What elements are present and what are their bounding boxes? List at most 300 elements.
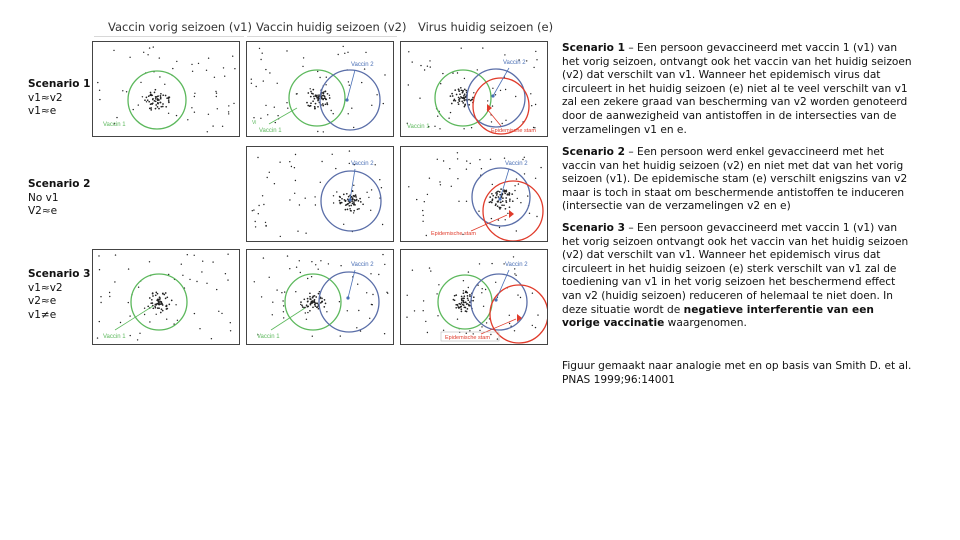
antibody-dot bbox=[168, 304, 170, 306]
antibody-dot bbox=[129, 57, 130, 58]
diagram-s3-e bbox=[401, 250, 547, 344]
panel-s1-v1 bbox=[92, 41, 240, 137]
antibody-dot bbox=[137, 339, 138, 340]
antibody-dot bbox=[419, 98, 420, 99]
antibody-dot bbox=[260, 118, 261, 119]
antibody-dot bbox=[458, 88, 460, 90]
antibody-dot bbox=[199, 328, 200, 329]
antibody-dot bbox=[537, 314, 538, 315]
antibody-dot bbox=[211, 338, 212, 339]
scenario-line: v1≠e bbox=[28, 308, 57, 321]
diagram-s2-v2 bbox=[247, 147, 393, 241]
antibody-dot bbox=[223, 67, 224, 68]
antibody-dot bbox=[120, 322, 121, 323]
antibody-dot bbox=[425, 321, 426, 322]
antibody-dot bbox=[165, 95, 167, 97]
antibody-dot bbox=[128, 302, 129, 303]
antibody-dot bbox=[171, 300, 173, 302]
antibody-dot bbox=[314, 304, 316, 306]
antibody-dot bbox=[162, 94, 164, 96]
antibody-dot bbox=[282, 300, 283, 301]
antibody-dot bbox=[162, 106, 164, 108]
antibody-dot bbox=[448, 118, 449, 119]
antibody-dot bbox=[313, 96, 315, 98]
antibody-dot bbox=[346, 193, 348, 195]
antibody-dot bbox=[461, 311, 463, 313]
antibody-dot bbox=[154, 100, 156, 102]
antibody-dot bbox=[142, 96, 143, 97]
antibody-dot bbox=[378, 274, 379, 275]
antibody-dot bbox=[482, 288, 483, 289]
antibody-dot bbox=[509, 206, 511, 208]
antibody-dot bbox=[312, 89, 314, 91]
antibody-dot bbox=[257, 157, 258, 158]
antibody-dot bbox=[341, 198, 343, 200]
antibody-dot bbox=[299, 260, 300, 261]
diagram-s3-v1 bbox=[93, 250, 239, 344]
antibody-dot bbox=[360, 201, 362, 203]
antibody-dot bbox=[491, 121, 492, 122]
vaccin2-point bbox=[346, 296, 349, 299]
antibody-dot bbox=[450, 112, 451, 113]
antibody-dot bbox=[212, 125, 213, 126]
antibody-dot bbox=[365, 52, 366, 53]
antibody-dot bbox=[286, 50, 287, 51]
antibody-dot bbox=[473, 92, 474, 93]
antibody-dots bbox=[97, 46, 236, 132]
vaccin2-circle bbox=[319, 272, 379, 332]
antibody-dot bbox=[329, 95, 330, 96]
antibody-dot bbox=[162, 293, 164, 295]
antibody-dot bbox=[479, 159, 480, 160]
antibody-dot bbox=[160, 301, 162, 303]
antibody-dot bbox=[324, 91, 326, 93]
antibody-dots bbox=[97, 254, 232, 341]
antibody-dot bbox=[314, 196, 315, 197]
antibody-dot bbox=[311, 301, 313, 303]
antibody-dot bbox=[164, 84, 165, 85]
antibody-dot bbox=[487, 100, 488, 101]
antibody-dot bbox=[500, 188, 502, 190]
antibody-dot bbox=[360, 330, 361, 331]
antibody-dot bbox=[469, 330, 470, 331]
antibody-dot bbox=[151, 103, 153, 105]
antibody-dot bbox=[157, 106, 159, 108]
antibody-dot bbox=[100, 302, 101, 303]
antibody-dot bbox=[516, 230, 517, 231]
antibody-dot bbox=[467, 308, 469, 310]
antibody-dot bbox=[464, 93, 466, 95]
antibody-dot bbox=[352, 199, 354, 201]
antibody-dot bbox=[348, 113, 349, 114]
antibody-dot bbox=[460, 308, 462, 310]
antibody-dot bbox=[305, 198, 306, 199]
antibody-dot bbox=[307, 92, 309, 94]
antibody-dot bbox=[535, 178, 536, 179]
antibody-dot bbox=[122, 90, 123, 91]
antibody-dot bbox=[505, 89, 506, 90]
antibody-dot bbox=[464, 89, 466, 91]
antibody-dot bbox=[149, 321, 150, 322]
antibody-dot bbox=[497, 205, 499, 207]
antibody-dot bbox=[276, 289, 277, 290]
antibody-dot bbox=[465, 310, 467, 312]
antibody-dot bbox=[423, 300, 424, 301]
antibody-dot bbox=[457, 152, 458, 153]
antibody-dot bbox=[311, 261, 312, 262]
figure-source-note: Figuur gemaakt naar analogie met en op basis van Smith D. et al. PNAS 1999;96:14001 bbox=[562, 360, 912, 386]
antibody-dot bbox=[275, 122, 276, 123]
antibody-dot bbox=[463, 297, 465, 299]
antibody-dot bbox=[454, 89, 456, 91]
antibody-dot bbox=[457, 102, 458, 103]
antibody-dot bbox=[343, 194, 345, 196]
antibody-dot bbox=[322, 99, 324, 101]
antibody-dot bbox=[274, 107, 275, 108]
antibody-dot bbox=[353, 185, 354, 186]
paragraph-text: – Een persoon werd enkel gevaccineerd met het vaccin van het huidig seizoen (v2) en niet met dat van het vorig seizoen (v1). De epidemische stam (e) verschilt enigszins van v2 maar is toch in staat om beschermende antistoffen te induceren (intersectie van de verzamelingen v2 en e) bbox=[562, 146, 908, 213]
vaccin2-label: Vaccin 2 bbox=[505, 262, 528, 268]
antibody-dot bbox=[310, 88, 311, 89]
antibody-dot bbox=[461, 100, 463, 102]
antibody-dot bbox=[216, 93, 217, 94]
antibody-dot bbox=[479, 330, 480, 331]
antibody-dot bbox=[412, 61, 413, 62]
antibody-dot bbox=[265, 222, 266, 223]
antibody-dot bbox=[465, 291, 467, 293]
antibody-dot bbox=[307, 306, 309, 308]
antibody-dot bbox=[143, 52, 144, 53]
scenario-line: v1≈v2 bbox=[28, 281, 63, 294]
antibody-dot bbox=[149, 261, 150, 262]
antibody-dot bbox=[509, 323, 510, 324]
antibody-dot bbox=[466, 333, 467, 334]
antibody-dot bbox=[490, 201, 492, 203]
antibody-dot bbox=[422, 221, 423, 222]
epidemic-label: Epidemische stam bbox=[491, 128, 536, 134]
antibody-dot bbox=[499, 191, 501, 193]
antibody-dot bbox=[295, 180, 296, 181]
antibody-dot bbox=[315, 204, 316, 205]
antibody-dot bbox=[306, 304, 308, 306]
antibody-dot bbox=[150, 109, 152, 111]
scenario-line: No v1 bbox=[28, 191, 59, 204]
antibody-dot bbox=[150, 92, 152, 94]
antibody-dot bbox=[468, 287, 469, 288]
vaccin1-label: Vaccin 1 bbox=[103, 334, 126, 340]
diagram-s1-v1 bbox=[93, 42, 239, 136]
antibody-dot bbox=[260, 59, 261, 60]
vaccin2-pointer bbox=[493, 68, 509, 96]
antibody-dot bbox=[331, 110, 332, 111]
antibody-dot bbox=[463, 295, 465, 297]
antibody-dot bbox=[272, 314, 273, 315]
antibody-dot bbox=[495, 197, 497, 199]
antibody-dot bbox=[319, 77, 320, 78]
antibody-dot bbox=[159, 296, 161, 298]
antibody-dot bbox=[361, 82, 362, 83]
antibody-dot bbox=[343, 46, 344, 47]
antibody-dot bbox=[155, 292, 157, 294]
antibody-dot bbox=[468, 304, 470, 306]
antibody-dot bbox=[461, 89, 463, 91]
antibody-dot bbox=[524, 173, 525, 174]
antibody-dot bbox=[483, 306, 484, 307]
antibody-dot bbox=[324, 299, 326, 301]
antibody-dot bbox=[138, 104, 139, 105]
antibody-dot bbox=[233, 103, 234, 104]
antibody-dot bbox=[99, 269, 100, 270]
antibody-dot bbox=[436, 293, 437, 294]
antibody-dot bbox=[144, 99, 146, 101]
antibody-dot bbox=[116, 117, 117, 118]
antibody-dot bbox=[507, 194, 509, 196]
antibody-dot bbox=[321, 298, 323, 300]
antibody-dot bbox=[464, 78, 465, 79]
antibody-dot bbox=[228, 111, 229, 112]
antibody-dot bbox=[176, 61, 177, 62]
antibody-dot bbox=[520, 202, 521, 203]
antibody-dot bbox=[492, 88, 493, 89]
header-underline bbox=[94, 36, 244, 37]
antibody-dot bbox=[202, 261, 203, 262]
antibody-dot bbox=[376, 94, 377, 95]
antibody-dot bbox=[463, 290, 464, 291]
antibody-dot bbox=[323, 91, 325, 93]
antibody-dot bbox=[317, 100, 319, 102]
paragraph-title: Scenario 2 bbox=[562, 146, 625, 158]
antibody-dot bbox=[269, 277, 270, 278]
antibody-dot bbox=[473, 296, 475, 298]
antibody-dot bbox=[265, 69, 266, 70]
antibody-dot bbox=[158, 99, 160, 101]
antibody-dot bbox=[232, 56, 233, 57]
antibody-dot bbox=[315, 264, 316, 265]
antibody-dot bbox=[463, 95, 465, 97]
antibody-dot bbox=[457, 306, 459, 308]
antibody-dot bbox=[310, 303, 312, 305]
antibody-dot bbox=[309, 292, 311, 294]
antibody-dot bbox=[160, 102, 162, 104]
antibody-dot bbox=[214, 77, 215, 78]
antibody-dot bbox=[194, 93, 195, 94]
antibody-dot bbox=[324, 96, 326, 98]
antibody-dot bbox=[218, 311, 219, 312]
antibody-dot bbox=[340, 335, 341, 336]
antibody-dot bbox=[382, 254, 383, 255]
antibody-dot bbox=[486, 322, 487, 323]
antibody-dot bbox=[339, 200, 341, 202]
antibody-dot bbox=[454, 295, 456, 297]
antibody-dot bbox=[468, 271, 469, 272]
antibody-dot bbox=[265, 105, 266, 106]
antibody-dot bbox=[439, 181, 440, 182]
antibody-dot bbox=[152, 307, 154, 309]
scenario-1-label bbox=[28, 78, 90, 119]
antibody-dot bbox=[353, 203, 355, 205]
antibody-dot bbox=[463, 301, 465, 303]
antibody-dot bbox=[368, 197, 369, 198]
antibody-dot bbox=[98, 255, 99, 256]
antibody-dot bbox=[109, 292, 110, 293]
antibody-dot bbox=[477, 69, 478, 70]
antibody-dot bbox=[320, 260, 321, 261]
antibody-dot bbox=[208, 114, 209, 115]
antibody-dot bbox=[437, 159, 438, 160]
antibody-dot bbox=[181, 264, 182, 265]
antibody-dot bbox=[165, 298, 167, 300]
antibody-dot bbox=[438, 284, 439, 285]
antibody-dot bbox=[168, 102, 170, 104]
antibody-dot bbox=[495, 94, 496, 95]
antibody-dot bbox=[305, 312, 306, 313]
antibody-dot bbox=[310, 102, 312, 104]
antibody-dot bbox=[322, 105, 324, 107]
antibody-dot bbox=[130, 335, 131, 336]
antibody-dot bbox=[491, 200, 493, 202]
antibody-dot bbox=[191, 64, 192, 65]
antibody-dot bbox=[325, 103, 327, 105]
antibody-dot bbox=[255, 226, 256, 227]
antibody-dot bbox=[318, 94, 320, 96]
antibody-dot bbox=[406, 317, 407, 318]
antibody-dot bbox=[422, 210, 423, 211]
antibody-dot bbox=[269, 172, 270, 173]
antibody-dot bbox=[346, 204, 348, 206]
antibody-dot bbox=[265, 225, 266, 226]
antibody-dot bbox=[423, 215, 424, 216]
antibody-dot bbox=[427, 194, 428, 195]
antibody-dot bbox=[471, 127, 472, 128]
antibody-dot bbox=[505, 200, 507, 202]
vaccin2-label: Vaccin 2 bbox=[351, 262, 374, 268]
antibody-dot bbox=[509, 315, 510, 316]
antibody-dot bbox=[504, 191, 506, 193]
vi-label: Vi bbox=[252, 120, 257, 126]
antibody-dot bbox=[314, 98, 316, 100]
antibody-dot bbox=[166, 306, 168, 308]
antibody-dot bbox=[512, 200, 514, 202]
antibody-dot bbox=[191, 107, 192, 108]
antibody-dot bbox=[511, 193, 513, 195]
antibody-dot bbox=[460, 306, 462, 308]
antibody-dot bbox=[463, 128, 464, 129]
antibody-dot bbox=[347, 198, 349, 200]
antibody-dot bbox=[461, 48, 462, 49]
antibody-dot bbox=[314, 106, 316, 108]
antibody-dot bbox=[187, 119, 188, 120]
antibody-dot bbox=[317, 106, 319, 108]
antibody-dot bbox=[500, 90, 501, 91]
antibody-dot bbox=[323, 131, 324, 132]
antibody-dot bbox=[347, 52, 348, 53]
antibody-dot bbox=[345, 200, 347, 202]
vaccin2-label: Vaccin 2 bbox=[505, 161, 528, 167]
antibody-dot bbox=[194, 313, 195, 314]
antibody-dot bbox=[429, 60, 430, 61]
antibody-dot bbox=[359, 198, 361, 200]
antibody-dot bbox=[228, 113, 229, 114]
antibody-dot bbox=[457, 178, 458, 179]
antibody-dot bbox=[287, 255, 288, 256]
antibody-dot bbox=[495, 203, 497, 205]
antibody-dot bbox=[375, 164, 376, 165]
column-header-v1: Vaccin vorig seizoen (v1) bbox=[108, 20, 252, 34]
antibody-dot bbox=[300, 301, 302, 303]
antibody-dot bbox=[501, 204, 503, 206]
vaccin2-circle bbox=[471, 274, 527, 330]
antibody-dot bbox=[166, 319, 167, 320]
antibody-dot bbox=[427, 332, 428, 333]
antibody-dot bbox=[154, 303, 156, 305]
antibody-dot bbox=[514, 185, 515, 186]
antibody-dot bbox=[147, 54, 148, 55]
antibody-dot bbox=[455, 100, 457, 102]
antibody-dot bbox=[192, 71, 193, 72]
antibody-dot bbox=[462, 92, 464, 94]
antibody-dot bbox=[449, 168, 450, 169]
vaccin1-pointer bbox=[269, 108, 297, 124]
epidemic-marker bbox=[509, 210, 514, 218]
antibody-dot bbox=[451, 186, 452, 187]
antibody-dot bbox=[351, 201, 353, 203]
antibody-dot bbox=[491, 263, 492, 264]
antibody-dot bbox=[457, 72, 458, 73]
antibody-dot bbox=[176, 115, 177, 116]
antibody-dot bbox=[314, 295, 316, 297]
antibody-dot bbox=[150, 302, 152, 304]
antibody-dot bbox=[504, 158, 505, 159]
antibody-dot bbox=[437, 116, 438, 117]
antibody-dot bbox=[372, 294, 373, 295]
antibody-dot bbox=[440, 184, 441, 185]
antibody-dot bbox=[481, 326, 482, 327]
antibody-dot bbox=[217, 108, 218, 109]
antibody-dot bbox=[408, 51, 409, 52]
antibody-dot bbox=[100, 296, 101, 297]
paragraph-title: Scenario 1 bbox=[562, 42, 625, 54]
antibody-dot bbox=[115, 254, 116, 255]
antibody-dot bbox=[263, 204, 264, 205]
antibody-dot bbox=[492, 105, 493, 106]
antibody-dot bbox=[154, 305, 156, 307]
antibody-dot bbox=[470, 100, 472, 102]
vaccin2-circle bbox=[320, 70, 380, 130]
antibody-dot bbox=[408, 186, 409, 187]
antibody-dot bbox=[156, 314, 157, 315]
antibody-dot bbox=[333, 202, 334, 203]
paragraph-text: – Een persoon gevaccineerd met vaccin 1 (v1) van het vorig seizoen, ontvangt ook het vaccin van het huidig seizoen (v2) dat verschilt van v1. Wanneer het epidemisch virus dat circuleert in het huidig seizoen (e) niet al te veel verschilt van v1 zal een zekere graad van bescherming van v2 worden genoteerd door de aanwezigheid van antistoffen in de intersecties van de verzamelingen v1 en e. bbox=[562, 42, 912, 136]
epidemic-pointer bbox=[487, 109, 501, 126]
antibody-dot bbox=[343, 224, 344, 225]
antibody-dot bbox=[317, 131, 318, 132]
antibody-dot bbox=[154, 92, 156, 94]
antibody-dot bbox=[149, 297, 151, 299]
antibody-dot bbox=[520, 297, 521, 298]
antibody-dot bbox=[256, 86, 257, 87]
antibody-dot bbox=[315, 103, 317, 105]
antibody-dot bbox=[492, 195, 494, 197]
antibody-dot bbox=[497, 201, 499, 203]
antibody-dot bbox=[457, 304, 459, 306]
antibody-dot bbox=[97, 82, 98, 83]
antibody-dot bbox=[516, 178, 517, 179]
antibody-dot bbox=[357, 284, 358, 285]
antibody-dot bbox=[328, 263, 329, 264]
antibody-dot bbox=[326, 77, 327, 78]
antibody-dot bbox=[166, 296, 168, 298]
antibody-dot bbox=[126, 91, 127, 92]
